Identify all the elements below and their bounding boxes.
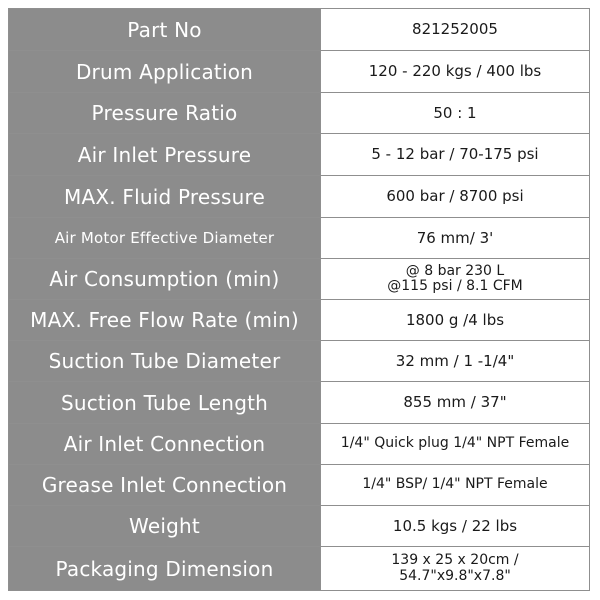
spec-label-part-no: Part No xyxy=(9,9,321,51)
spec-value-suction-tube-diameter: 32 mm / 1 -1/4" xyxy=(321,341,590,382)
table-row xyxy=(9,93,590,134)
spec-value-air-inlet-connection: 1/4" Quick plug 1/4" NPT Female xyxy=(321,424,590,465)
spec-value-max-free-flow-rate: 1800 g /4 lbs xyxy=(321,300,590,341)
spec-value-line: @115 psi / 8.1 CFM xyxy=(387,278,523,294)
spec-label-suction-tube-diameter: Suction Tube Diameter xyxy=(9,341,321,382)
table-row xyxy=(9,218,590,259)
specification-table xyxy=(8,8,590,591)
spec-value-packaging-dimension xyxy=(321,547,590,591)
spec-label-weight: Weight xyxy=(9,506,321,547)
spec-label-suction-tube-length: Suction Tube Length xyxy=(9,382,321,424)
spec-label-air-motor-diameter: Air Motor Effective Diameter xyxy=(9,218,321,259)
spec-value-air-motor-diameter: 76 mm/ 3' xyxy=(321,218,590,259)
table-row xyxy=(9,134,590,176)
spec-value-line: @ 8 bar 230 L xyxy=(405,262,505,279)
spec-value-pressure-ratio: 50 : 1 xyxy=(321,93,590,134)
spec-label-air-inlet-connection: Air Inlet Connection xyxy=(9,424,321,465)
spec-label-grease-inlet-connection: Grease Inlet Connection xyxy=(9,465,321,506)
spec-label-air-consumption: Air Consumption (min) xyxy=(9,259,321,300)
spec-value-line: 139 x 25 x 20cm / xyxy=(391,552,519,569)
spec-label-pressure-ratio: Pressure Ratio xyxy=(9,93,321,134)
table-row xyxy=(9,51,590,93)
spec-value-grease-inlet-connection: 1/4" BSP/ 1/4" NPT Female xyxy=(321,465,590,506)
table-row xyxy=(9,9,590,51)
table-row xyxy=(9,300,590,341)
spec-value-part-no: 821252005 xyxy=(321,9,590,51)
spec-value-air-inlet-pressure: 5 - 12 bar / 70-175 psi xyxy=(321,134,590,176)
spec-label-max-free-flow-rate: MAX. Free Flow Rate (min) xyxy=(9,300,321,341)
table-row xyxy=(9,259,590,300)
spec-value-max-fluid-pressure: 600 bar / 8700 psi xyxy=(321,176,590,218)
table-row xyxy=(9,465,590,506)
spec-label-max-fluid-pressure: MAX. Fluid Pressure xyxy=(9,176,321,218)
spec-label-drum-application: Drum Application xyxy=(9,51,321,93)
table-row xyxy=(9,506,590,547)
spec-value-air-consumption xyxy=(321,259,590,300)
spec-value-weight: 10.5 kgs / 22 lbs xyxy=(321,506,590,547)
table-row xyxy=(9,341,590,382)
spec-label-packaging-dimension: Packaging Dimension xyxy=(9,547,321,591)
spec-value-suction-tube-length: 855 mm / 37" xyxy=(321,382,590,424)
spec-label-air-inlet-pressure: Air Inlet Pressure xyxy=(9,134,321,176)
table-row xyxy=(9,382,590,424)
spec-value-drum-application: 120 - 220 kgs / 400 lbs xyxy=(321,51,590,93)
table-row xyxy=(9,547,590,591)
table-row xyxy=(9,424,590,465)
table-row xyxy=(9,176,590,218)
spec-value-line: 54.7"x9.8"x7.8" xyxy=(399,567,511,584)
